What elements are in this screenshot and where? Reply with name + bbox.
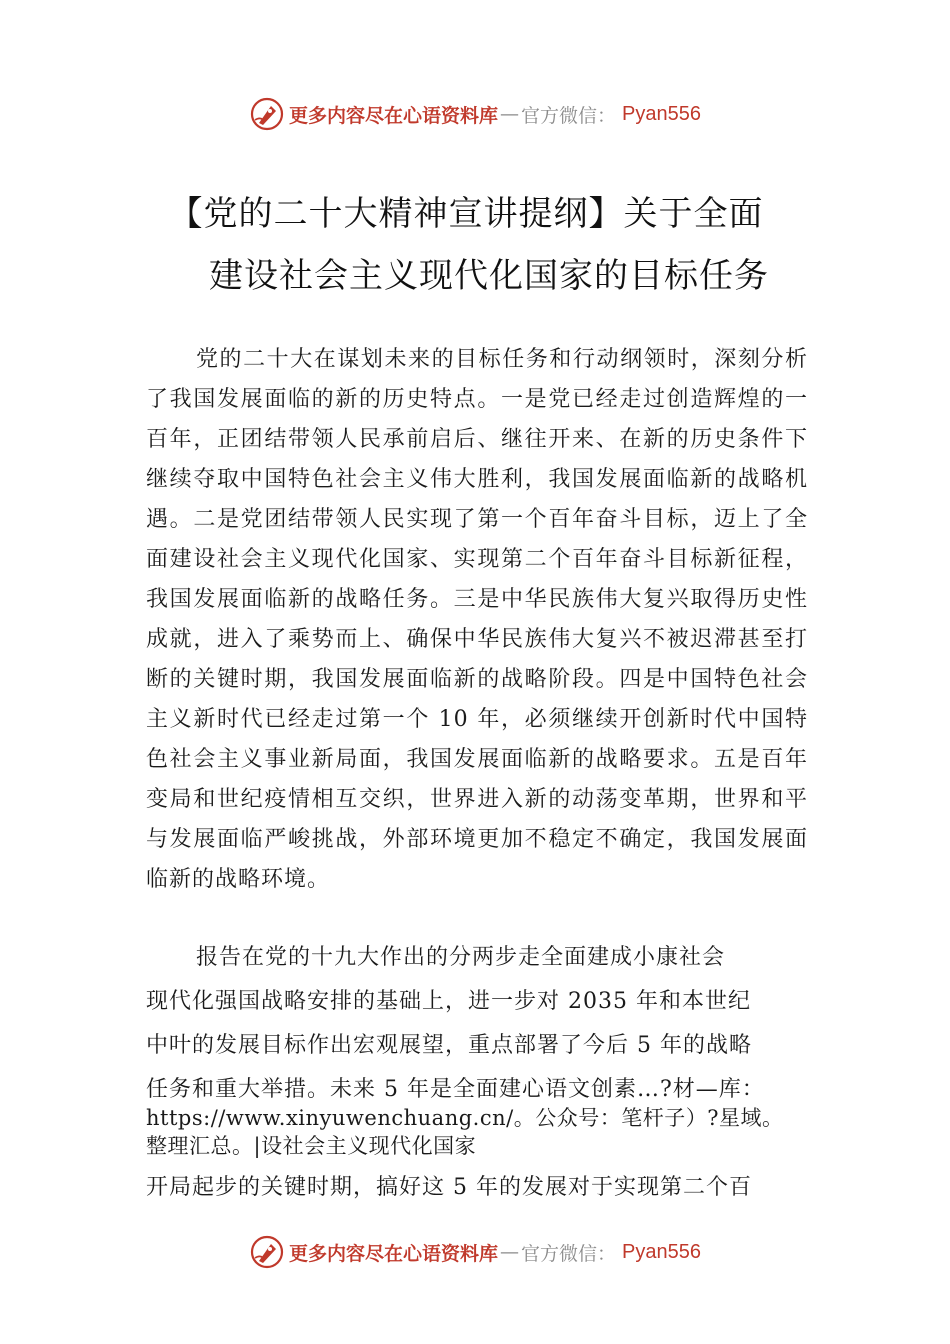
pen-nib-logo-icon — [249, 1234, 285, 1270]
paragraph-2-line-6: 整理汇总。|设社会主义现代化国家 — [146, 1134, 477, 1158]
paragraph-1: 党的二十大在谋划未来的目标任务和行动纲领时，深刻分析了我国发展面临的新的历史特点。一是党已经走过创造辉煌的一百年，正团结带领人民承前启后、继往开来、在新的历史条件下继续夺取中国特色社会主义伟大胜利，我国发展面临新的战略机遇。二是党团结带领人民实现了第一个百年奋斗目标，迈上了全面建设社会主义现代化国家、实现第二个百年奋斗目标新征程，我国发展面临新的战略任务。三是中华民族伟大复兴取得历史性成就，进入了乘势而上、确保中华民族伟大复兴不被迟滞甚至打断的关键时期，我国发展面临新的战略阶段。四是中国特色社会主义新时代已经走过第一个 10 年，必须继续开创新时代中国特色社会主义事业新局面，我国发展面临新的战略要求。五是百年变局和世纪疫情相互交织，世界进入新的动荡变革期，世界和平与发展面临严峻挑战，外部环境更加不稳定不确定，我国发展面临新的战略环境。 — [146, 347, 808, 892]
paragraph-2-line-2: 现代化强国战略安排的基础上，进一步对 2035 年和本世纪 — [146, 989, 751, 1014]
site-name: 更多内容尽在心语资料库 — [289, 1242, 499, 1265]
doc-title-line1: 【党的二十大精神宣讲提纲】关于全面 — [168, 194, 764, 234]
wechat-id: Pyan556 — [622, 102, 701, 125]
banner-separator: — — [500, 1241, 520, 1263]
wechat-id: Pyan556 — [622, 1240, 701, 1263]
doc-title-line2: 建设社会主义现代化国家的目标任务 — [209, 256, 769, 296]
banner-separator: — — [500, 103, 520, 125]
footer-banner — [0, 1232, 950, 1272]
wechat-label: 官方微信： — [521, 1242, 617, 1265]
pen-nib-logo-icon — [249, 96, 285, 132]
paragraph-2-line-4: 任务和重大举措。未来 5 年是全面建心语文创素…?材—库： — [146, 1077, 765, 1102]
paragraph-2-line-1: 报告在党的十九大作出的分两步走全面建成小康社会 — [196, 945, 726, 970]
paragraph-2-line-3: 中叶的发展目标作出宏观展望，重点部署了今后 5 年的战略 — [146, 1033, 752, 1058]
header-banner — [0, 94, 950, 134]
wechat-label: 官方微信： — [521, 104, 617, 127]
paragraph-2-line-5: https://www.xinyuwenchuang.cn/。公众号：笔杆子）?星域。 — [146, 1106, 784, 1130]
paragraph-2-line-7: 开局起步的关键时期，搞好这 5 年的发展对于实现第二个百 — [146, 1175, 752, 1200]
site-name: 更多内容尽在心语资料库 — [289, 104, 499, 127]
